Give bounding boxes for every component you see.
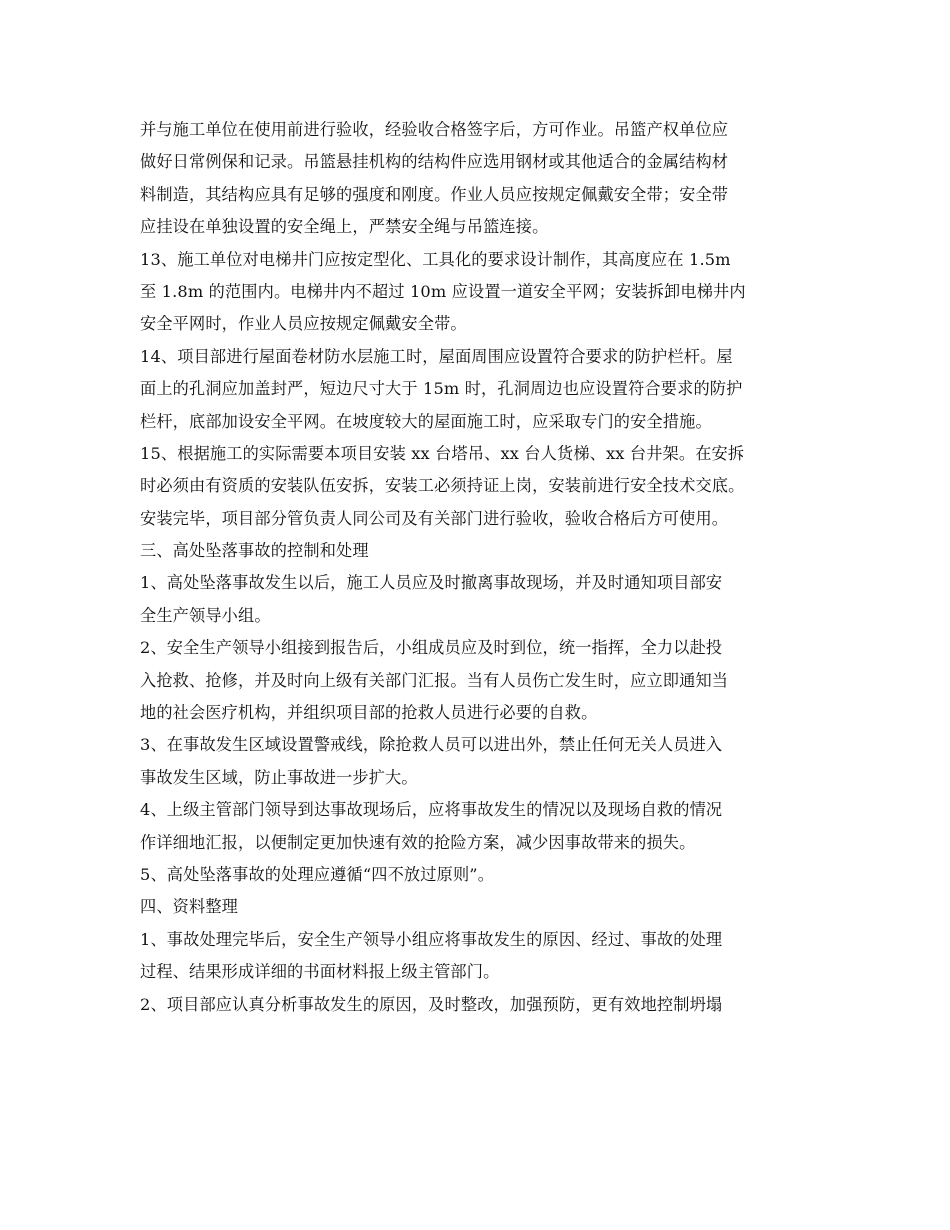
text-line: 入抢救、抢修，并及时向上级有关部门汇报。当有人员伤亡发生时，应立即通知当: [140, 670, 729, 690]
text-line: 至 1.8m 的范围内。电梯井内不超过 10m 应设置一道安全平网；安装拆卸电梯井内: [140, 281, 746, 301]
text-line: 过程、结果形成详细的书面材料报上级主管部门。: [140, 962, 500, 982]
text-line: 做好日常例保和记录。吊篮悬挂机构的结构件应选用钢材或其他适合的金属结构材: [140, 152, 729, 172]
text-line: 面上的孔洞应加盖封严，短边尺寸大于 15m 时，孔洞周边也应设置符合要求的防护: [140, 379, 743, 399]
text-line: 14、项目部进行屋面卷材防水层施工时，屋面周围应设置符合要求的防护栏杆。屋: [140, 346, 733, 366]
text-line: 2、项目部应认真分析事故发生的原因，及时整改，加强预防，更有效地控制坍塌: [140, 994, 723, 1014]
text-line: 时必须由有资质的安装队伍安拆，安装工必须持证上岗，安装前进行安全技术交底。: [140, 476, 745, 496]
text-line: 应挂设在单独设置的安全绳上，严禁安全绳与吊篮连接。: [140, 217, 549, 237]
text-line: 事故发生区域，防止事故进一步扩大。: [140, 767, 418, 787]
text-line: 13、施工单位对电梯井门应按定型化、工具化的要求设计制作，其高度应在 1.5m: [140, 249, 731, 269]
text-line: 4、上级主管部门领导到达事故现场后，应将事故发生的情况以及现场自救的情况: [140, 800, 723, 820]
text-line: 作详细地汇报，以便制定更加快速有效的抢险方案，减少因事故带来的损失。: [140, 832, 696, 852]
section-heading: 三、高处坠落事故的控制和处理: [140, 541, 369, 561]
text-line: 并与施工单位在使用前进行验收，经验收合格签字后，方可作业。吊篮产权单位应: [140, 120, 729, 139]
text-line: 5、高处坠落事故的处理应遵循“四不放过原则”。: [140, 864, 495, 884]
text-line: 2、安全生产领导小组接到报告后，小组成员应及时到位，统一指挥，全力以赴投: [140, 638, 723, 658]
text-line: 地的社会医疗机构，并组织项目部的抢救人员进行必要的自救。: [140, 703, 598, 723]
document-body: [140, 114, 820, 1021]
text-line: 料制造，其结构应具有足够的强度和刚度。作业人员应按规定佩戴安全带；安全带: [140, 184, 729, 204]
text-line: 全生产领导小组。: [140, 605, 271, 625]
text-line: 栏杆，底部加设安全平网。在坡度较大的屋面施工时，应采取专门的安全措施。: [140, 411, 712, 431]
section-heading: 四、资料整理: [140, 897, 239, 917]
text-line: 安全平网时，作业人员应按规定佩戴安全带。: [140, 314, 467, 334]
text-line: 1、事故处理完毕后，安全生产领导小组应将事故发生的原因、经过、事故的处理: [140, 929, 723, 949]
text-line: 1、高处坠落事故发生以后，施工人员应及时撤离事故现场，并及时通知项目部安: [140, 573, 723, 593]
text-line: 安装完毕，项目部分管负责人同公司及有关部门进行验收，验收合格后方可使用。: [140, 508, 729, 528]
text-line: 3、在事故发生区域设置警戒线，除抢救人员可以进出外，禁止任何无关人员进入: [140, 735, 723, 755]
text-line: 15、根据施工的实际需要本项目安装 xx 台塔吊、xx 台人货梯、xx 台井架。在安拆: [140, 443, 745, 463]
